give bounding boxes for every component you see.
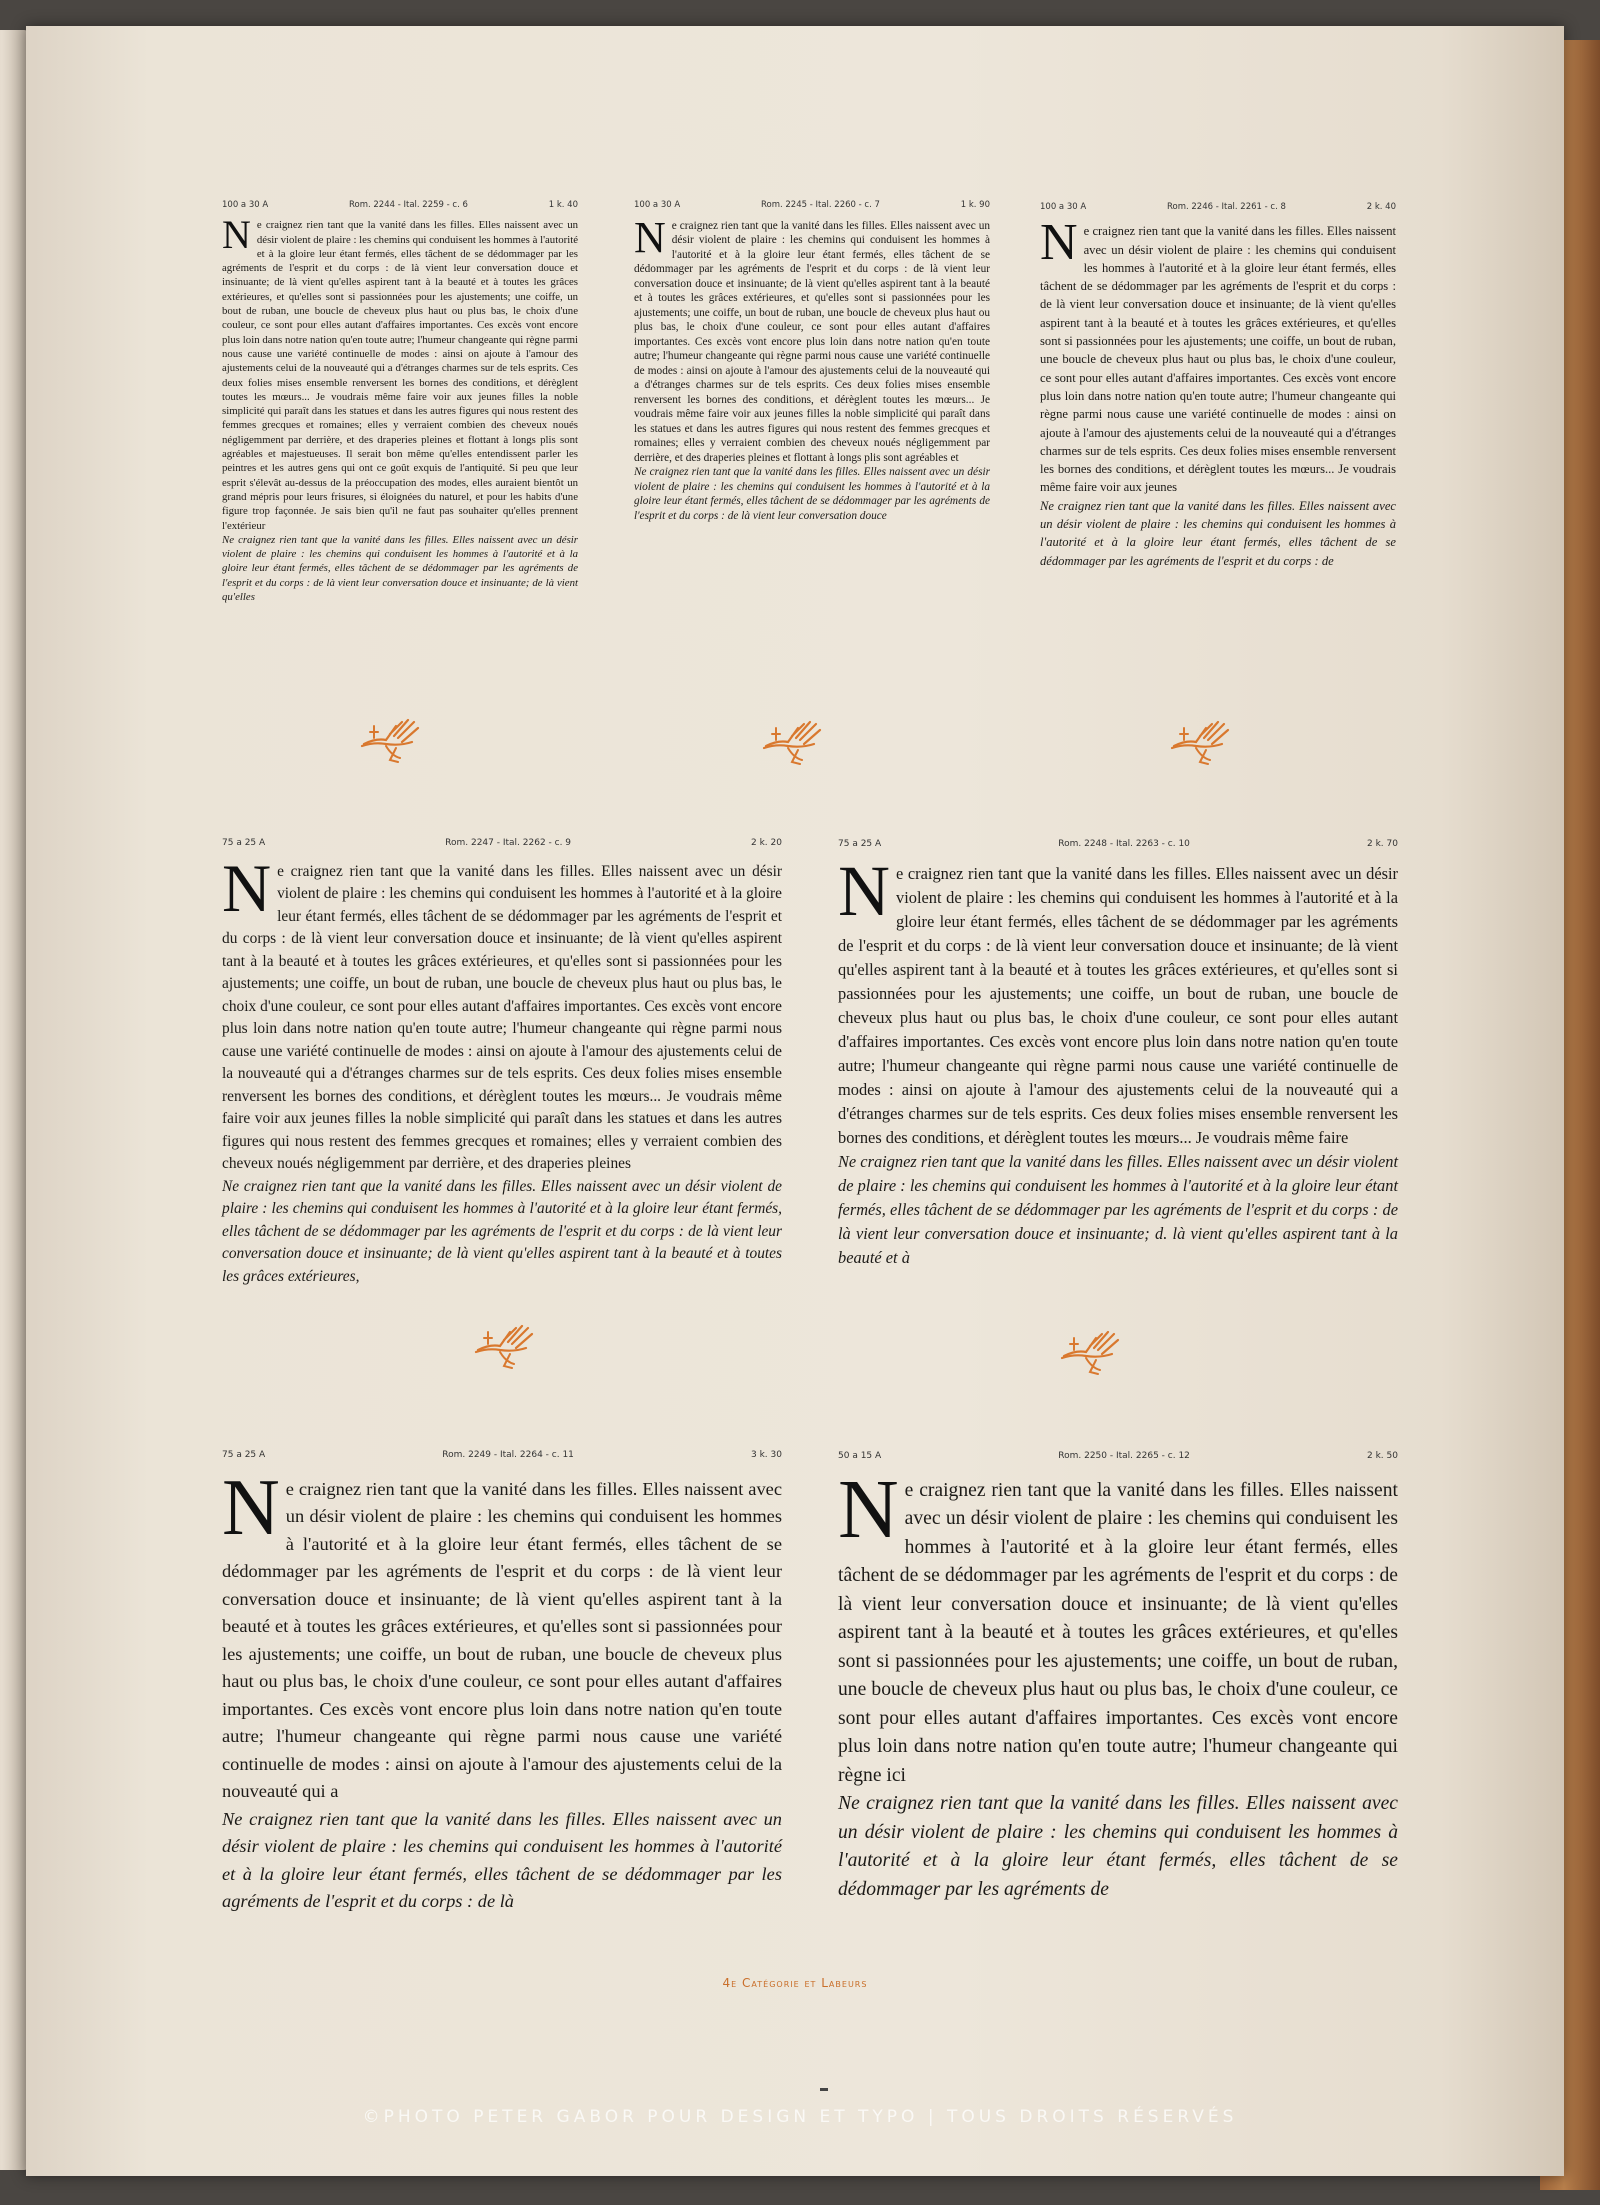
- specimen-1: [222, 198, 578, 604]
- specimen-price: 2 k. 40: [1366, 202, 1396, 212]
- roman-text-block: [222, 849, 782, 1176]
- roman-text-block: [222, 212, 578, 533]
- specimen-page: [26, 26, 1564, 2176]
- specimen-price: 2 k. 20: [751, 838, 782, 848]
- bird-ornament: [356, 716, 428, 768]
- drop-cap: N: [838, 1462, 899, 1556]
- specimen-meta: [634, 198, 990, 213]
- specimen-price: 3 k. 30: [751, 1450, 782, 1460]
- roman-text: e craignez rien tant que la vanité dans les filles. Elles naissent avec un désir violent de plaire : les chemins qui conduisent les hommes à l'autorité et à la gloire leur étant fermés, elles tâchent de se dédommager par les agréments de l'esprit et du corps : de là vient leur conversation douce et insinuante; de là vient qu'elles aspirent tant à la beauté et à toutes les grâces extérieures, et qu'elles sont si passionnées pour les ajustements; une coiffe, un bout de ruban, une boucle de cheveux plus haut ou plus bas, le choix d'une couleur, ce sont pour elles autant d'affaires importantes. Ces excès vont encore plus loin dans notre nation qu'en toute autre; l'humeur changeante qui règne parmi nous cause une variété continuelle de modes : ainsi on ajoute à l'amour des ajustements celui de la nouveauté qui a d'étranges charmes sur de tels esprits. Ces deux folies mises ensemble renversent les bornes des conditions, et dérèglent toutes les mœurs... Je voudrais même faire: [838, 864, 1398, 1147]
- roman-text-block: [1040, 214, 1396, 496]
- roman-text: e craignez rien tant que la vanité dans les filles. Elles naissent avec un désir violent de plaire : les chemins qui conduisent les hommes à l'autorité et à la gloire leur étant fermés, elles tâchent de se dédommager par les agréments de l'esprit et du corps : de là vient leur conversation douce et insinuante; de là vient qu'elles aspirent tant à la beauté et à toutes les grâces extérieures, et qu'elles sont si passionnées pour les ajustements; une coiffe, un bout de ruban, une boucle de cheveux plus haut ou plus bas, le choix d'une couleur, ce sont pour elles autant d'affaires importantes. Ces excès vont encore plus loin dans notre nation qu'en toute autre; l'humeur changeante qui règne parmi nous cause une variété continuelle de modes : ainsi on ajoute à l'amour des ajustements celui de la nouveauté qui a d'étranges charmes sur de tels esprits. Ces deux folies mises ensemble renversent les bornes des conditions, et dérèglent toutes les mœurs... Je voudrais même faire voir aux jeunes filles la noble simplicité qui paraît dans les statues et dans les autres figures qui nous restent des femmes grecques et romaines; elles y verraient combien des cheveux noués négligemment par derrière, et des draperies pleines: [222, 862, 782, 1172]
- roman-text: e craignez rien tant que la vanité dans les filles. Elles naissent avec un désir violent de plaire : les chemins qui conduisent les hommes à l'autorité et à la gloire leur étant fermés, elles tâchent de se dédommager par les agréments de l'esprit et du corps : de là vient leur conversation douce et insinuante; de là vient qu'elles aspirent tant à la beauté et à toutes les grâces extérieures, et qu'elles sont si passionnées pour les ajustements; une coiffe, un bout de ruban, une boucle de cheveux plus haut ou plus bas, le choix d'une couleur, ce sont pour elles autant d'affaires importantes. Ces excès vont encore plus loin dans notre nation qu'en toute autre; l'humeur changeante qui règne parmi nous cause une variété continuelle de modes : ainsi on ajoute à l'amour des ajustements celui de la nouveauté qui a d'étranges charmes sur de tels esprits. Ces deux folies mises ensemble renversent les bornes des conditions, et dérèglent toutes les mœurs... Je voudrais même faire voir aux jeunes: [1040, 224, 1396, 495]
- specimen-price: 1 k. 90: [960, 200, 990, 210]
- specimen-reference: Rom. 2246 - Ital. 2261 - c. 8: [1166, 202, 1286, 212]
- specimen-reference: Rom. 2249 - Ital. 2264 - c. 11: [442, 1450, 574, 1460]
- specimen-reference: Rom. 2244 - Ital. 2259 - c. 6: [348, 200, 468, 210]
- specimen-3: [1040, 198, 1396, 570]
- specimen-size: 50 a 15 A: [838, 1451, 882, 1461]
- specimen-reference: Rom. 2247 - Ital. 2262 - c. 9: [445, 838, 572, 848]
- roman-text: e craignez rien tant que la vanité dans les filles. Elles naissent avec un désir violent de plaire : les chemins qui conduisent les hommes à l'autorité et à la gloire leur étant fermés, elles tâchent de se dédommager par les agréments de l'esprit et du corps : de là vient leur conversation douce et insinuante; de là vient qu'elles aspirent tant à la beauté et à toutes les grâces extérieures, et qu'elles sont si passionnées pour les ajustements; une coiffe, un bout de ruban, une boucle de cheveux plus haut ou plus bas, le choix d'une couleur, ce sont pour elles autant d'affaires importantes. Ces excès vont encore plus loin dans notre nation qu'en toute autre; l'humeur changeante qui règne parmi nous cause une variété continuelle de modes : ainsi on ajoute à l'amour des ajustements celui de la nouveauté qui a d'étranges charmes sur de tels esprits. Ces deux folies mises ensemble renversent les bornes des conditions, et dérèglent toutes les mœurs... Je voudrais même faire voir aux jeunes filles la noble simplicité qui paraît dans les statues et dans les autres figures qui nous restent des femmes grecques et romaines; elles y verraient combien des cheveux noués négligemment par derrière, et des draperies pleines et flottant à longs plis sont agréables et majestueuses. Il serait bon même qu'elles entendissent parler les peintres et les autres gens qui ont ce goût exquis de l'antiquité. Si peu que leur esprit s'élevât au-dessus de la préoccupation des modes, elles auraient bientôt un grand mépris pour leurs frisures, si éloignées du naturel, et pour les habits d'une figure trop façonnée. Je sais bien qu'il ne faut pas souhaiter qu'elles prennent l'extérieur: [222, 219, 578, 532]
- specimen-7: [838, 1442, 1398, 1904]
- bird-ornament: [1056, 1328, 1128, 1380]
- photo-credit: ©PHOTO PETER GABOR POUR DESIGN ET TYPO | TOUS DROITS RÉSERVÉS: [362, 2107, 1238, 2127]
- specimen-meta: [838, 1442, 1398, 1471]
- specimen-price: 1 k. 40: [548, 200, 578, 210]
- drop-cap: N: [1040, 214, 1078, 272]
- roman-text-block: [634, 212, 990, 466]
- specimen-reference: Rom. 2245 - Ital. 2260 - c. 7: [760, 200, 880, 210]
- specimen-meta: [222, 832, 782, 855]
- specimen-size: 100 a 30 A: [634, 200, 681, 210]
- italic-text: Ne craignez rien tant que la vanité dans les filles. Elles naissent avec un désir violent de plaire : les chemins qui conduisent les hommes à l'autorité et à la gloire leur étant fermés, elles tâchent de se dédommager par les agréments de l'esprit et du corps : de: [1040, 498, 1396, 568]
- italic-text: Ne craignez rien tant que la vanité dans les filles. Elles naissent avec un désir violent de plaire : les chemins qui conduisent les hommes à l'autorité et à la gloire leur étant fermés, elles tâchent de se dédommager par les agréments de l'esprit et du corps : de là vient leur conversation douce et insinuante; de là vient qu'elles: [222, 533, 578, 604]
- specimen-size: 100 a 30 A: [222, 200, 269, 210]
- specimen-meta: [838, 832, 1398, 856]
- roman-text-block: [222, 1463, 782, 1806]
- specimen-5: [838, 832, 1398, 1270]
- roman-text: e craignez rien tant que la vanité dans les filles. Elles naissent avec un désir violent de plaire : les chemins qui conduisent les hommes à l'autorité et à la gloire leur étant fermés, elles tâchent de se dédommager par les agréments de l'esprit et du corps : de là vient leur conversation douce et insinuante; de là vient qu'elles aspirent tant à la beauté et à toutes les grâces extérieures, et qu'elles sont si passionnées pour les ajustements; une coiffe, un bout de ruban, une boucle de cheveux plus haut ou plus bas, le choix d'une couleur, ce sont pour elles autant d'affaires importantes. Ces excès vont encore plus loin dans notre nation qu'en toute autre; l'humeur changeante qui règne parmi nous cause une variété continuelle de modes : ainsi on ajoute à l'amour des ajustements celui de la nouveauté qui a: [222, 1478, 782, 1801]
- specimen-reference: Rom. 2250 - Ital. 2265 - c. 12: [1058, 1451, 1190, 1461]
- specimen-meta: [1040, 198, 1396, 216]
- roman-text: e craignez rien tant que la vanité dans les filles. Elles naissent avec un désir violent de plaire : les chemins qui conduisent les hommes à l'autorité et à la gloire leur étant fermés, elles tâchent de se dédommager par les agréments de l'esprit et du corps : de là vient leur conversation douce et insinuante; de là vient qu'elles aspirent tant à la beauté et à toutes les grâces extérieures, et qu'elles sont si passionnées pour les ajustements; une coiffe, un bout de ruban, une boucle de cheveux plus haut ou plus bas, le choix d'une couleur, ce sont pour elles autant d'affaires importantes. Ces excès vont encore plus loin dans notre nation qu'en toute autre; l'humeur changeante qui règne parmi nous cause une variété continuelle de modes : ainsi on ajoute à l'amour des ajustements celui de la nouveauté qui a d'étranges charmes sur de tels esprits. Ces deux folies mises ensemble renversent les bornes des conditions, et dérèglent toutes les mœurs... Je voudrais même faire voir aux jeunes filles la noble simplicité qui paraît dans les statues et dans les autres figures qui nous restent des femmes grecques et romaines; elles y verraient combien des cheveux noués négligemment par derrière, et des draperies pleines et flottant à longs plis sont agréables et: [634, 219, 990, 464]
- bird-ornament: [470, 1322, 542, 1374]
- italic-text: Ne craignez rien tant que la vanité dans les filles. Elles naissent avec un désir violent de plaire : les chemins qui conduisent les hommes à l'autorité et à la gloire leur étant fermés, elles tâchent de se dédommager par les agréments de l'esprit et du corps : de là vient leur conversation douce: [634, 466, 990, 522]
- specimen-reference: Rom. 2248 - Ital. 2263 - c. 10: [1058, 839, 1190, 849]
- specimen-size: 75 a 25 A: [222, 1450, 266, 1460]
- specimen-price: 2 k. 70: [1367, 839, 1398, 849]
- drop-cap: N: [222, 849, 272, 926]
- specimen-size: 75 a 25 A: [838, 839, 882, 849]
- page-mark: [820, 2088, 828, 2091]
- bird-ornament: [1166, 718, 1238, 770]
- italic-text: Ne craignez rien tant que la vanité dans les filles. Elles naissent avec un désir violent de plaire : les chemins qui conduisent les hommes à l'autorité et à la gloire leur étant fermés, elles tâchent de se dédommager par les agréments de: [838, 1793, 1398, 1900]
- category-footer: 4e Catégorie et Labeurs: [722, 1976, 868, 1990]
- roman-text-block: [838, 1462, 1398, 1791]
- roman-text: e craignez rien tant que la vanité dans les filles. Elles naissent avec un désir violent de plaire : les chemins qui conduisent les hommes à l'autorité et à la gloire leur étant fermés, elles tâchent de se dédommager par les agréments de l'esprit et du corps : de là vient leur conversation douce et insinuante; de là vient qu'elles aspirent tant à la beauté et à toutes les grâces extérieures, et qu'elles sont si passionnées pour les ajustements; une coiffe, un bout de ruban, une boucle de cheveux plus haut ou plus bas, le choix d'une couleur, ce sont pour elles autant d'affaires importantes. Ces excès vont encore plus loin dans notre nation qu'en toute autre; l'humeur changeante qui règne ici: [838, 1479, 1398, 1786]
- roman-text-block: [838, 851, 1398, 1150]
- bird-ornament: [758, 718, 830, 770]
- drop-cap: N: [222, 212, 251, 258]
- specimen-6: [222, 1442, 782, 1916]
- drop-cap: N: [838, 851, 890, 931]
- italic-text: Ne craignez rien tant que la vanité dans les filles. Elles naissent avec un désir violent de plaire : les chemins qui conduisent les hommes à l'autorité et à la gloire leur étant fermés, elles tâchent de se dédommager par les agréments de l'esprit et du corps : de là vient leur conversation douce et insinuante; de là vient qu'elles aspirent tant à la beauté et à toutes les grâces extérieures,: [222, 1177, 782, 1285]
- specimen-meta: [222, 1442, 782, 1470]
- italic-text: Ne craignez rien tant que la vanité dans les filles. Elles naissent avec un désir violent de plaire : les chemins qui conduisent les hommes à l'autorité et à la gloire leur étant fermés, elles tâchent de se dédommager par les agréments de l'esprit et du corps : de là: [222, 1808, 782, 1911]
- italic-text: Ne craignez rien tant que la vanité dans les filles. Elles naissent avec un désir violent de plaire : les chemins qui conduisent les hommes à l'autorité et à la gloire leur étant fermés, elles tâchent de se dédommager par les agréments de l'esprit et du corps : de là vient leur conversation douce et insinuante; d. là vient qu'elles aspirent tant à la beauté et à: [838, 1152, 1398, 1267]
- specimen-price: 2 k. 50: [1367, 1451, 1398, 1461]
- specimen-size: 100 a 30 A: [1040, 202, 1087, 212]
- drop-cap: N: [222, 1463, 280, 1552]
- drop-cap: N: [634, 212, 666, 262]
- specimen-2: [634, 198, 990, 523]
- specimen-4: [222, 832, 782, 1288]
- specimen-size: 75 a 25 A: [222, 838, 266, 848]
- specimen-meta: [222, 198, 578, 212]
